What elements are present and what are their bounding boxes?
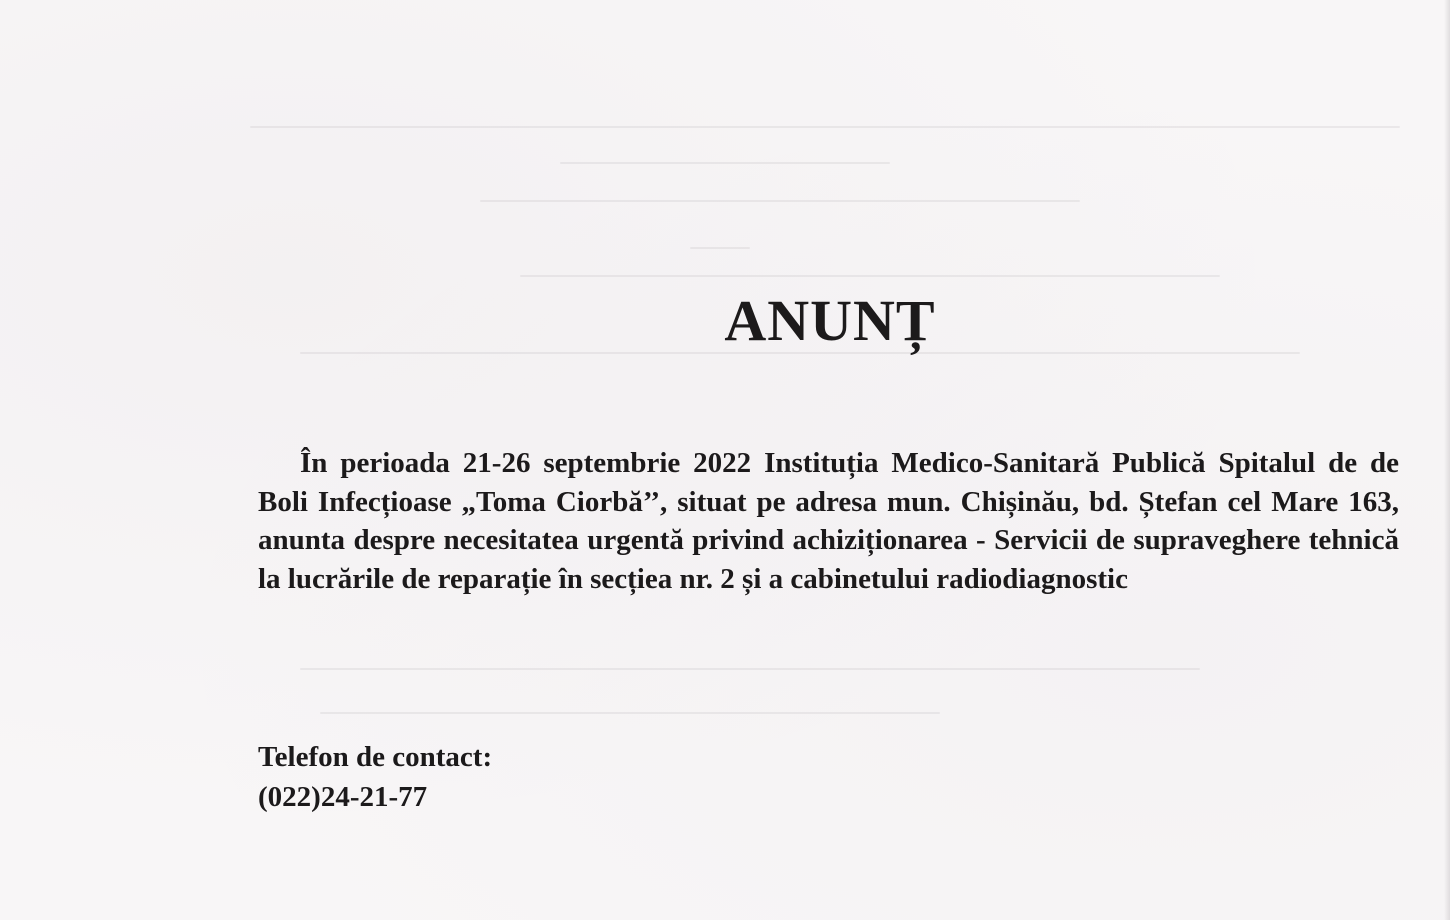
show-through-line <box>480 200 1080 202</box>
announcement-body: În perioada 21-26 septembrie 2022 Instituția Medico-Sanitară Publică Spitalul de de Boli Infecțioase „Toma Ciorbă’’, situat pe adresa mun. Chișinău, bd. Ștefan cel Mare 163, anunta despre necesitatea urgentă privind achiziționarea - Servicii de supraveghere tehnică la lucrările de reparație în secțiea nr. 2 și a cabinetului radiodiagnostic <box>258 447 1399 595</box>
show-through-line <box>250 126 1400 128</box>
page-edge-shadow <box>1444 0 1450 920</box>
contact-block <box>258 737 492 817</box>
contact-label: Telefon de contact: <box>258 741 493 773</box>
show-through-line <box>560 162 890 164</box>
document-title: ANUNȚ <box>724 288 936 353</box>
contact-phone: (022)24-21-77 <box>258 781 428 813</box>
show-through-line <box>690 247 750 249</box>
show-through-line <box>320 712 940 714</box>
show-through-line <box>520 275 1220 277</box>
show-through-line <box>300 668 1200 670</box>
